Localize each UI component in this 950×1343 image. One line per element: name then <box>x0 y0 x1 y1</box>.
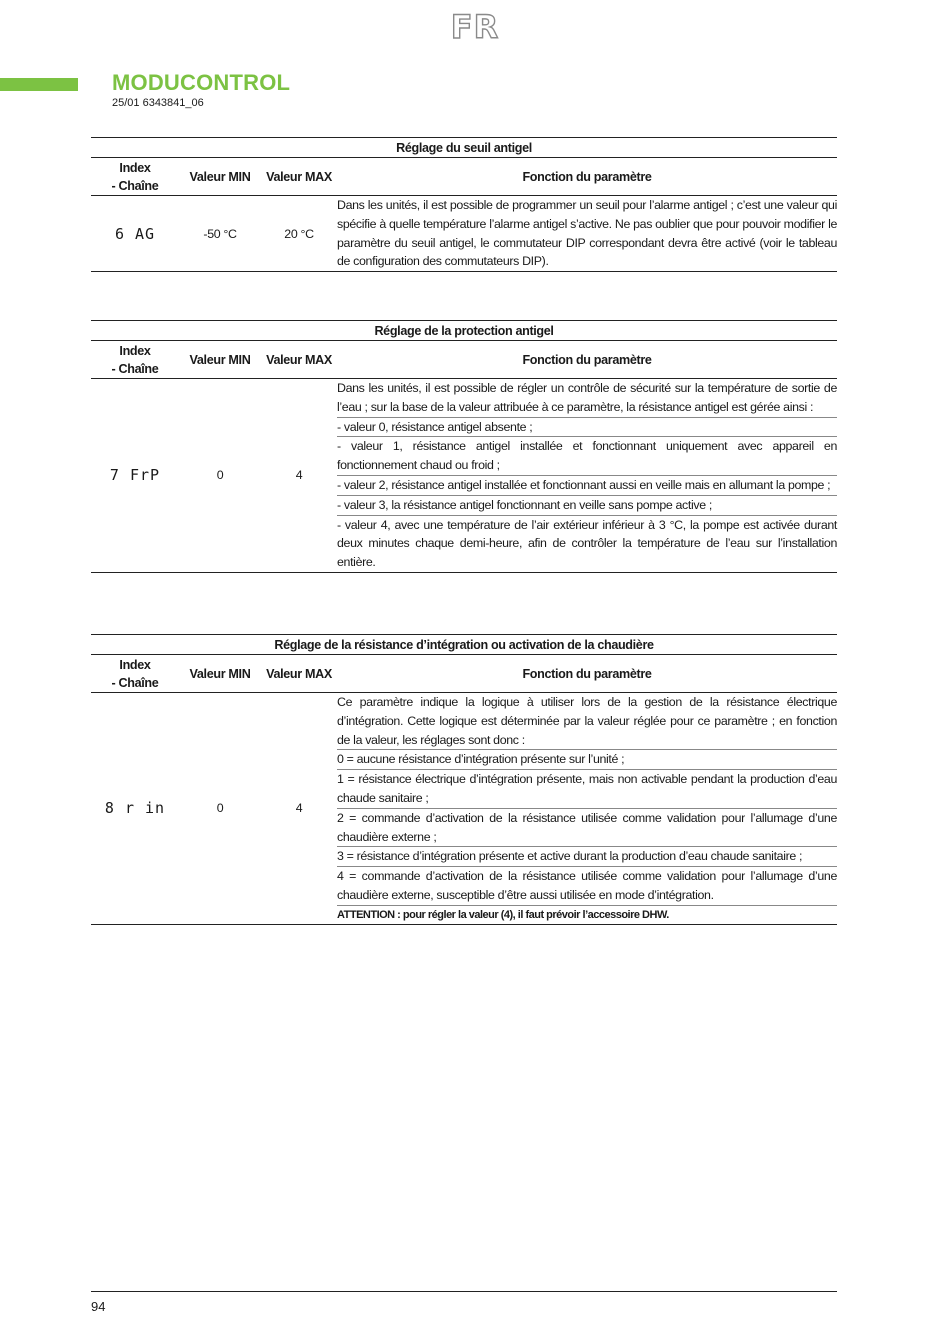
description-line: Dans les unités, il est possible de régler un contrôle de sécurité sur la température de sortie de l’eau ; sur la base de la valeur attribuée à ce paramètre, la résistance antigel est gérée ainsi : <box>337 381 838 414</box>
column-header-min: Valeur MIN <box>179 341 261 379</box>
parameter-table-antifreeze-protection <box>91 320 837 573</box>
column-header-max: Valeur MAX <box>261 341 337 379</box>
column-header-index: Index - Chaîne <box>91 158 179 196</box>
option-line: 2 = commande d’activation de la résistance utilisée comme validation pour l’allumage d’une chaudière externe ; <box>337 808 837 847</box>
option-line: - valeur 1, résistance antigel installée et fonctionnant uniquement avec appareil en fonctionnement chaud ou froid ; <box>337 436 837 475</box>
footer-divider <box>91 1291 837 1292</box>
parameter-description <box>337 379 837 573</box>
description-line: Ce paramètre indique la logique à utiliser lors de la gestion de la résistance électrique d’intégration. Cette logique est déterminée par la valeur réglée pour ce paramètre ; en fonction de la valeur, les réglages sont donc : <box>337 695 838 747</box>
table-header-row <box>91 341 837 379</box>
index-display: 6 AG <box>114 224 156 243</box>
table-title: Réglage du seuil antigel <box>91 138 837 158</box>
warning-note: ATTENTION : pour régler la valeur (4), il faut prévoir l’accessoire DHW. <box>337 905 837 924</box>
option-line: 1 = résistance électrique d’intégration présente, mais non activable pendant la production d’eau chaude sanitaire ; <box>337 769 837 808</box>
min-value: 0 <box>216 468 224 483</box>
description-line: Dans les unités, il est possible de programmer un seuil pour l’alarme antigel ; c’est une valeur qui spécifie à quelle température l’alarme antigel s’active. Ne pas oublier que pour pouvoir modifier le paramètre du seuil antigel, le commutateur DIP correspondant devra être activé (voir le tableau de configuration des commutateurs DIP). <box>337 198 838 269</box>
max-value: 4 <box>295 468 303 483</box>
option-line: 4 = commande d’activation de la résistance utilisée comme validation pour l’allumage d’une chaudière externe, susceptible d’être aussi utilisée en mode d’intégration. <box>337 866 837 905</box>
table-header-row <box>91 655 837 693</box>
table-title: Réglage de la protection antigel <box>91 321 837 341</box>
index-display: 7 FrP <box>109 466 161 485</box>
document-reference: 25/01 6343841_06 <box>112 97 204 109</box>
index-display: 8 r in <box>104 799 166 818</box>
parameter-table-antifreeze-threshold <box>91 137 837 272</box>
column-header-min: Valeur MIN <box>179 158 261 196</box>
table-row <box>91 379 837 573</box>
table-row <box>91 693 837 925</box>
product-title: MODUCONTROL <box>112 70 291 95</box>
table-row <box>91 196 837 272</box>
column-header-index: Index - Chaîne <box>91 341 179 379</box>
option-line: - valeur 2, résistance antigel installée et fonctionnant aussi en veille mais en allumant la pompe ; <box>337 475 837 495</box>
option-line: - valeur 3, la résistance antigel fonctionnant en veille sans pompe active ; <box>337 495 837 515</box>
option-line: 3 = résistance d’intégration présente et active durant la production d’eau chaude sanitaire ; <box>337 846 837 866</box>
parameter-description <box>337 693 837 925</box>
max-value: 4 <box>295 801 303 816</box>
option-line: - valeur 0, résistance antigel absente ; <box>337 417 837 437</box>
option-line: - valeur 4, avec une température de l’air extérieur inférieur à 3 °C, la pompe est activée durant deux minutes chaque demi-heure, afin de contrôler la température de l’eau sur l’installation entière. <box>337 515 837 572</box>
language-code: FR <box>450 8 500 46</box>
table-header-row <box>91 158 837 196</box>
column-header-function: Fonction du paramètre <box>337 158 837 196</box>
column-header-min: Valeur MIN <box>179 655 261 693</box>
brand-accent-bar <box>0 78 78 91</box>
column-header-index: Index - Chaîne <box>91 655 179 693</box>
parameter-description <box>337 196 837 272</box>
max-value: 20 °C <box>284 226 314 241</box>
column-header-function: Fonction du paramètre <box>337 341 837 379</box>
min-value: 0 <box>216 801 224 816</box>
column-header-max: Valeur MAX <box>261 655 337 693</box>
column-header-function: Fonction du paramètre <box>337 655 837 693</box>
page-number: 94 <box>91 1299 106 1314</box>
option-line: 0 = aucune résistance d’intégration présente sur l’unité ; <box>337 749 837 769</box>
column-header-max: Valeur MAX <box>261 158 337 196</box>
min-value: -50 °C <box>203 226 237 241</box>
table-title: Réglage de la résistance d’intégration ou activation de la chaudière <box>91 635 837 655</box>
parameter-table-integration-resistance <box>91 634 837 925</box>
